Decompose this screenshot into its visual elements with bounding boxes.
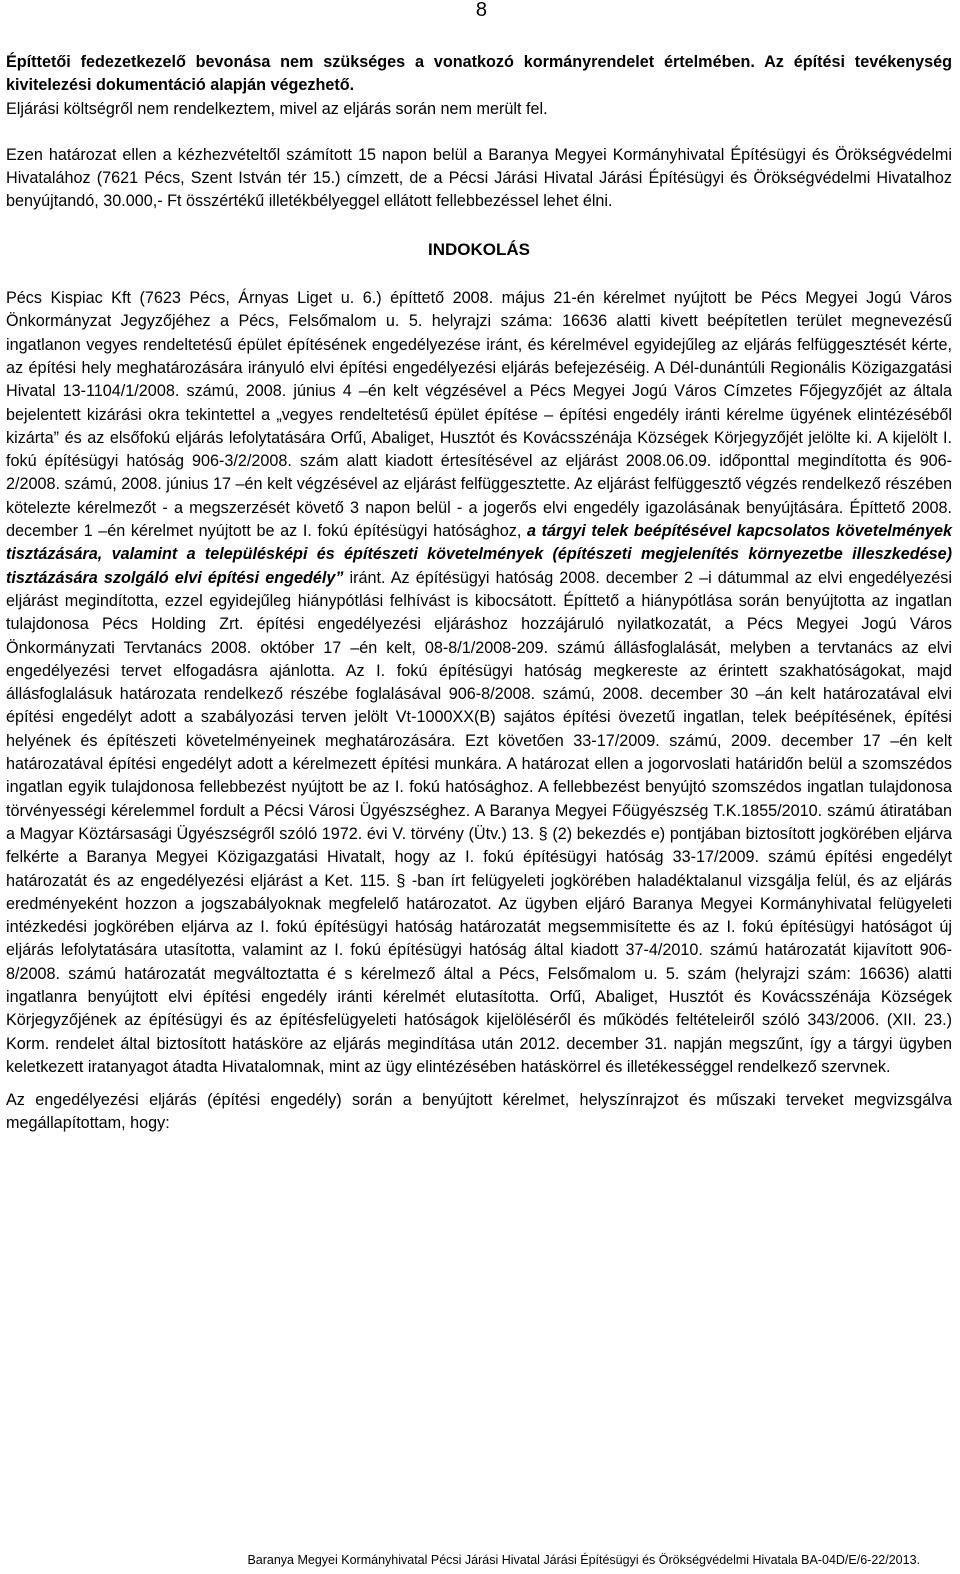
paragraph-fedezetkezelo: Építtetői fedezetkezelő bevonása nem szükséges a vonatkozó kormányrendelet értelmében. Az építési tevékenység kivitelezési dokumentáció alapján végezhető. <box>6 53 952 95</box>
paragraph-indokolas-part-a: Pécs Kispiac Kft (7623 Pécs, Árnyas Liget u. 6.) építtető 2008. május 21-én kérelmet nyújtott be Pécs Megyei Jogú Város Önkormányzat Jegyzőjéhez a Pécs, Felsőmalom u. 5. helyrajzi száma: 16636 alatti kivett beépítetlen terület megnevezésű ingatlanon vegyes rendeltetésű épület építésének engedélyezése iránt, és kérelmével egyidejűleg az eljárás felfüggesztését kérte, az építési hely meghatározására irányuló elvi építési engedélyezési eljárás befejezéséig. A Dél-dunántúli Regionális Közigazgatási Hivatal 13-1104/1/2008. számú, 2008. június 4 –én kelt végzésével a Pécs Megyei Jogú Város Címzetes Főjegyzőjét az általa bejelentett kizárási okra tekintettel a „vegyes rendeltetésű épület építése – építési engedély iránti kérelme ügyének elintézéséből kizárta” és az elsőfokú eljárás lefolytatására Orfű, Abaliget, Husztót és Kovácsszénája Községek Körjegyzőjét jelölte ki. A kijelölt I. fokú építésügyi hatóság 906-3/2/2008. szám alatt kiadott értesítésével az eljárást 2008.06.09. időponttal megindította és 906-2/2008. számú, 2008. június 17 –én kelt végzésével az eljárást felfüggesztette. Az eljárást felfüggesztő végzés rendelkező részében kötelezte kérelmezőt - a megszerzését követő 3 napon belül - a jogerős elvi engedély igazolásának benyújtására. Építtető 2008. december 1 –én kérelmet nyújtott be az I. fokú építésügyi hatósághoz, <box>6 289 952 541</box>
paragraph-indokolas-main <box>6 287 952 1079</box>
section-heading-indokolas: INDOKOLÁS <box>428 239 530 259</box>
document-body <box>6 51 952 1136</box>
page-number: 8 <box>475 0 487 21</box>
paragraph-eljarasi-koltseg: Eljárási költségről nem rendelkeztem, mivel az eljárás során nem merült fel. <box>6 99 548 118</box>
page-footer: Baranya Megyei Kormányhivatal Pécsi Járási Hivatal Járási Építésügyi és Örökségvédelmi Hivatala BA-04D/E/6-22/2013. <box>247 1553 920 1567</box>
paragraph-megallapitas: Az engedélyezési eljárás (építési engedély) során a benyújtott kérelmet, helyszínrajzot és műszaki terveket megvizsgálva megállapítottam, hogy: <box>6 1091 952 1133</box>
paragraph-indokolas-italic: a tárgyi telek beépítésével kapcsolatos követelmények tisztázására, valamint a településképi és építészeti követelmények (építészeti megjelenítés környezetbe illeszkedése) tisztázására szolgáló elvi építési engedély” <box>6 522 952 587</box>
paragraph-indokolas-part-b: iránt. Az építésügyi hatóság 2008. december 2 –i dátummal az elvi engedélyezési eljárást megindította, ezzel egyidejűleg hiánypótlási felhívást is kibocsátott. Építtető a hiánypótlása során benyújtotta az ingatlan tulajdonosa Pécs Holding Zrt. építési engedélyezési eljáráshoz hozzájáruló nyilatkozatát, a Pécs Megyei Jogú Város Önkormányzati Tervtanács 2008. október 17 –én kelt, 08-8/1/2008-209. számú állásfoglalását, melyben a tervtanács az elvi engedélyezési tervet elfogadásra ajánlotta. Az I. fokú építésügyi hatóság megkereste az érintett szakhatóságokat, majd állásfoglalásuk határozata rendelkező részébe foglalásával 906-8/2008. számú, 2008. december 30 –án kelt határozatával elvi építési engedélyt adott a szabályozási terven jelölt Vt-1000XX(B) sajátos építési övezetű ingatlan, telek beépítésének, építési helyének és építészeti követelményeinek meghatározására. Ezt követően 33-17/2009. számú, 2009. december 17 –én kelt határozatával építési engedélyt adott a kérelmezett építési munkára. A határozat ellen a jogorvoslati határidőn belül a szomszédos ingatlan egyik tulajdonosa fellebbezést nyújtott be az I. fokú hatósághoz. A fellebbezést benyújtó szomszédos ingatlan tulajdonosa törvényességi kérelemmel fordult a Pécsi Városi Ügyészséghez. A Baranya Megyei Főügyészség T.K.1855/2010. számú átiratában a Magyar Köztársasági Ügyészségről szóló 1972. évi V. törvény (Ütv.) 13. § (2) bekezdés e) pontjában biztosított jogkörében eljárva felkérte a Baranya Megyei Közigazgatási Hivatalt, hogy az I. fokú építésügyi hatóság 33-17/2009. számú építési engedélyt határozatát és az engedélyezési eljárást a Ket. 115. § -ban írt felügyeleti jogkörében haladéktalanul vizsgálja felül, és az eljárás eredményeként hozzon a jogszabályoknak megfelelő határozatot. Az ügyben eljáró Baranya Megyei Kormányhivatal felügyeleti intézkedési jogkörében eljárva az I. fokú építésügyi hatóság határozatát megsemmisítette és az I. fokú építésügyi hatóságot új eljárás lefolytatására utasította, valamint az I. fokú építésügyi hatóság által kiadott 37-4/2010. számú határozatát kijavított 906-8/2008. számú határozatát megváltoztatta é s kérelmező által a Pécs, Felsőmalom u. 5. szám (helyrajzi szám: 16636) alatti ingatlanra benyújtott elvi építési engedély iránti kérelmét elutasította. Orfű, Abaliget, Husztót és Kovácsszénája Községek Körjegyzőjének az építésügyi és az építésfelügyeleti hatóságok kijelöléséről és működés feltételeiről szóló 343/2006. (XII. 23.) Korm. rendelet által biztosított hatásköre az eljárás megindítása után 2012. december 31. napján megszűnt, így a tárgyi ügyben keletkezett iratanyagot átadta Hivatalomnak, mint az ügy elintézésében hatáskörrel és illetékességgel rendelkező szervnek. <box>6 568 953 1076</box>
paragraph-jogorvoslat: Ezen határozat ellen a kézhezvételtől számított 15 napon belül a Baranya Megyei Kormányhivatal Építésügyi és Örökségvédelmi Hivatalához (7621 Pécs, Szent István tér 15.) címzett, de a Pécsi Járási Hivatal Járási Építésügyi és Örökségvédelmi Hivatalhoz benyújtandó, 30.000,- Ft összértékű illetékbélyeggel ellátott fellebbezéssel lehet élni. <box>6 145 952 211</box>
